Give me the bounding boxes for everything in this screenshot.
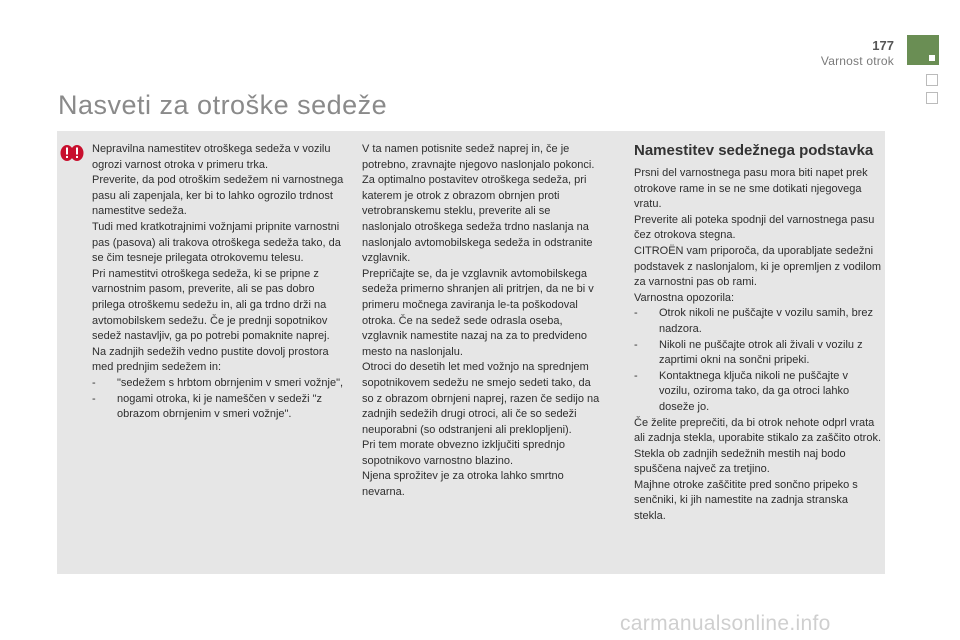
paragraph: V ta namen potisnite sedež naprej in, če je potrebno, zravnajte njegovo naslonjalo pokonci. xyxy=(362,143,595,171)
list-item-text: Nikoli ne puščajte otrok ali živali v vozilu z zaprtimi okni na sončni pripeki. xyxy=(659,338,863,367)
warning-icon xyxy=(60,144,84,162)
paragraph: Tudi med kratkotrajnimi vožnjami pripnite varnostni pas (pasova) ali trakova otroškega sedeža tako, da se čim tesneje prilegata otrokovemu telesu. xyxy=(92,220,341,265)
paragraph: Na zadnjih sedežih vedno pustite dovolj prostora med prednjim sedežem in: xyxy=(92,345,329,374)
booster-seat-column xyxy=(634,142,882,525)
list-item-text: "sedežem s hrbtom obrnjenim v smeri vožnje", xyxy=(117,376,344,389)
paragraph: CITROËN vam priporoča, da uporabljate sedežni podstavek z naslonjalom, ki je opremljen z vodilom za varnostni pas ob rami. xyxy=(634,244,882,289)
paragraph: Varnostna opozorila: xyxy=(634,291,735,304)
list-item-text: Otrok nikoli ne puščajte v vozilu samih, brez nadzora. xyxy=(659,307,873,335)
list-item xyxy=(634,369,882,416)
watermark: carmanualsonline.info xyxy=(620,612,831,635)
list-dash: - xyxy=(634,338,638,351)
paragraph: Otroci do desetih let med vožnjo na sprednjem sopotnikovem sedežu ne smejo sedeti tako, da so z obrazom obrnjeni naprej, razen če sedijo na zadnjih sedežih drugi otroci, ali če so sedeži neuporabni (so odstranjeni ali preklopljeni). xyxy=(362,361,600,436)
paragraph: Pri tem morate obvezno izključiti sprednjo sopotnikovo varnostno blazino. xyxy=(362,439,565,467)
paragraph: Preverite, da pod otroškim sedežem ni varnostnega pasu ali zapenjala, ker bi to lahko ogrozilo trdnost namestitve sedeža. xyxy=(92,174,344,218)
list-dash: - xyxy=(634,369,638,382)
paragraph: Njena sprožitev je za otroka lahko smrtno nevarna. xyxy=(362,470,564,499)
paragraph: Za optimalno postavitev otroškega sedeža, pri katerem je otrok z obrazom obrnjen proti vetrobranskemu steklu, preverite ali se naslonjalo otroškega sedeža trdno naslanja na naslonjalo avtomobilskega sedeža in odstranite vzglavnik. xyxy=(362,174,593,265)
section-title: Varnost otrok xyxy=(820,54,894,68)
list-dash: - xyxy=(92,376,96,389)
paragraph: Majhne otroke zaščitite pred sončno pripeko s senčniki, ki jih namestite na zadnja stranska stekla. xyxy=(634,478,858,523)
list-item xyxy=(92,376,347,392)
paragraph: Prsni del varnostnega pasu mora biti napet prek otrokove rame in se ne sme dotikati njegovega vratu. xyxy=(634,167,868,211)
chapter-tab-active[interactable] xyxy=(907,35,939,65)
list-item-text: Kontaktnega ključa nikoli ne puščajte v vozilu, oziroma tako, da ga otroci lahko doseže jo. xyxy=(659,369,850,413)
paragraph: Stekla ob zadnjih sedežnih mestih naj bodo spuščena največ za tretjino. xyxy=(634,447,846,476)
paragraph: Nepravilna namestitev otroškega sedeža v vozilu ogrozi varnost otroka v primeru trka. xyxy=(92,143,331,171)
tab-marker xyxy=(929,55,935,61)
page-title: Nasveti za otroške sedeže xyxy=(58,90,388,120)
chapter-tab[interactable] xyxy=(926,92,938,104)
paragraph: Če želite preprečiti, da bi otrok nehote odprl vrata ali zadnja stekla, uporabite stikalo za zaščito otrok. xyxy=(634,416,882,445)
list-item xyxy=(634,338,882,369)
middle-column xyxy=(362,142,602,501)
chapter-tab[interactable] xyxy=(926,74,938,86)
paragraph: Pri namestitvi otroškega sedeža, ki se pripne z varnostnim pasom, preverite, ali se pas dobro prilega otroškemu sedežu in, ali ga trdno drži na avtomobilskem sedežu. Če je prednji sopotnikov sedež nastavljiv, ga po potrebi pomaknite naprej. xyxy=(92,267,330,343)
warning-column xyxy=(92,142,347,423)
list-dash: - xyxy=(634,307,638,320)
list-item-text: nogami otroka, ki je nameščen v sedeži "z obrazom obrnjenim v smeri vožnje". xyxy=(117,392,323,421)
page-number: 177 xyxy=(872,38,894,53)
paragraph: Prepričajte se, da je vzglavnik avtomobilskega sedeža primerno shranjen ali pritrjen, da ne bi v primeru močnega zaviranja le-ta poškodoval otroka. Če na sedež sede odrasla oseba, vzglavnik namestite nazaj na za to predvideno mesto na naslonjalu. xyxy=(362,267,594,358)
list-dash: - xyxy=(92,392,96,405)
section-heading: Namestitev sedežnega podstavka xyxy=(634,142,874,159)
paragraph: Preverite ali poteka spodnji del varnostnega pasu čez otrokova stegna. xyxy=(634,213,875,242)
list-item xyxy=(634,306,882,337)
list-item xyxy=(92,392,347,423)
